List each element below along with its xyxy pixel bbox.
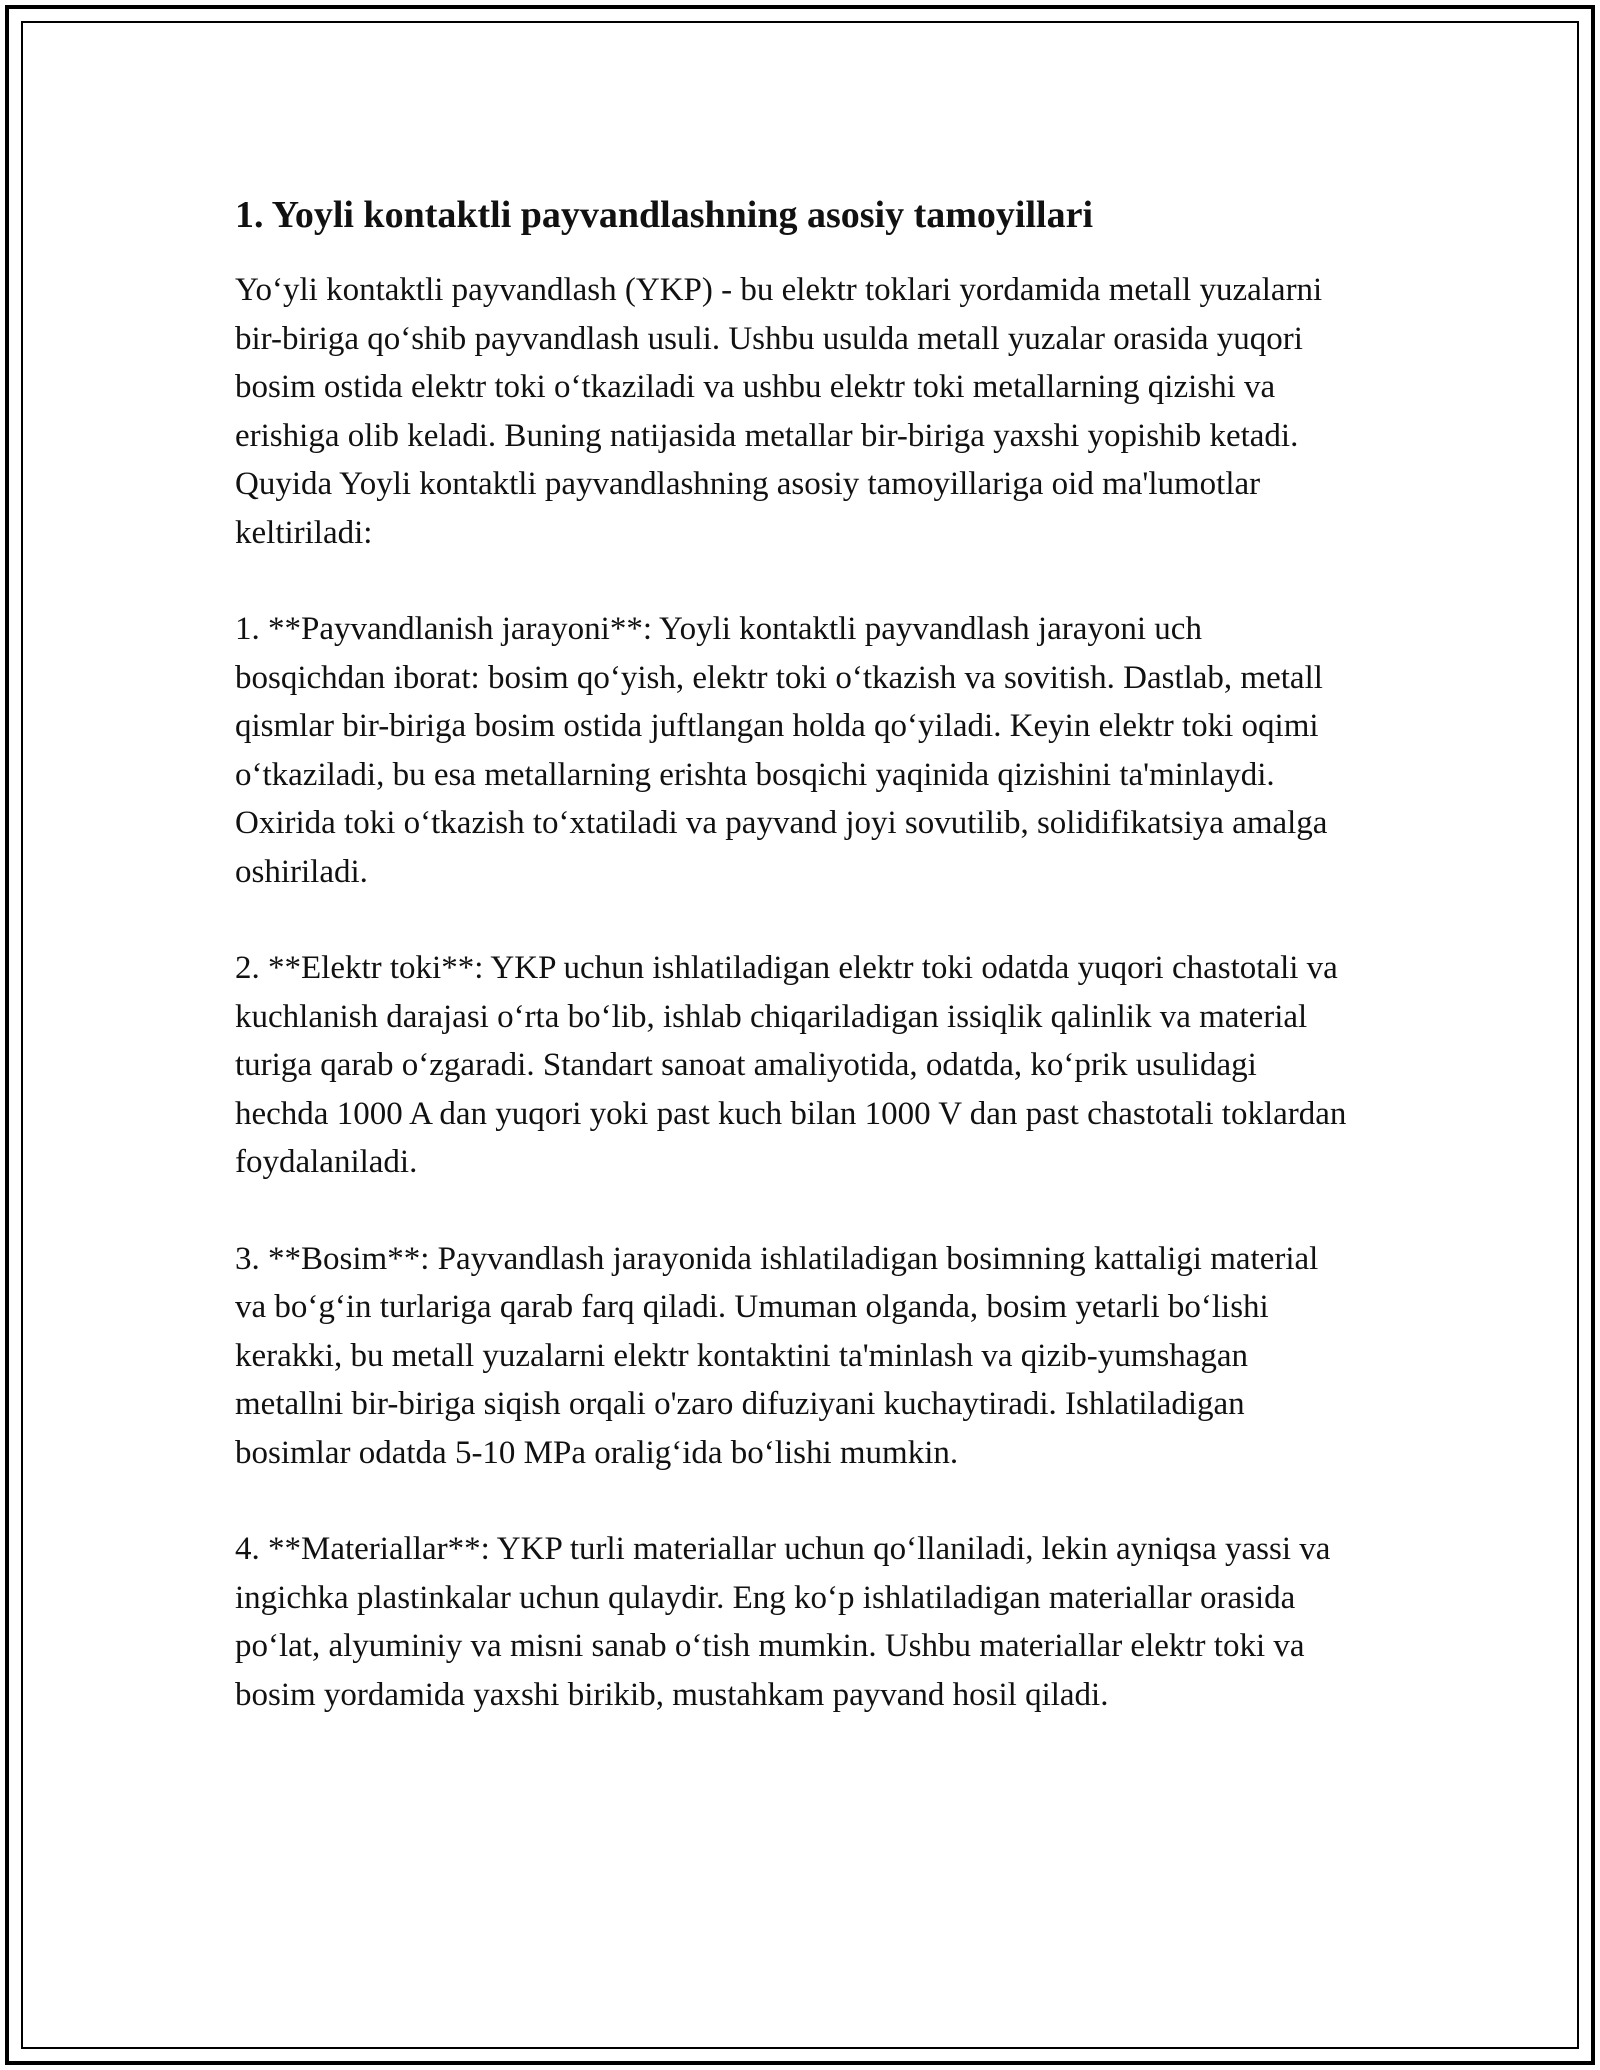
- paragraph-materials: 4. **Materiallar**: YKP turli materiallar uchun qo‘llaniladi, lekin ayniqsa yassi va ingichka plastinkalar uchun qulaydir. Eng ko‘p ishlatiladigan materiallar orasida po‘lat, alyuminiy va misni sanab o‘tish mumkin. Ushbu materiallar elektr toki va bosim yordamida yaxshi birikib, mustahkam payvand hosil qiladi.: [235, 1531, 1331, 1713]
- paragraph-pressure: 3. **Bosim**: Payvandlash jarayonida ishlatiladigan bosimning kattaligi material va bo‘g‘in turlariga qarab farq qiladi. Umuman olganda, bosim yetarli bo‘lishi kerakki, bu metall yuzalarni elektr kontaktini ta'minlash va qizib-yumshagan metallni bir-biriga siqish orqali o'zaro difuziyani kuchaytiradi. Ishlatiladigan bosimlar odatda 5-10 MPa oralig‘ida bo‘lishi mumkin.: [235, 1240, 1319, 1471]
- section-heading: 1. Yoyli kontaktli payvandlashning asosiy tamoyillari: [235, 194, 1094, 236]
- paragraph-electric-current: 2. **Elektr toki**: YKP uchun ishlatiladigan elektr toki odatda yuqori chastotali va kuchlanish darajasi o‘rta bo‘lib, ishlab chiqariladigan issiqlik qalinlik va material turiga qarab o‘zgaradi. Standart sanoat amaliyotida, odatda, ko‘prik usulidagi hechda 1000 A dan yuqori yoki past kuch bilan 1000 V dan past chastotali toklardan foydalaniladi.: [235, 950, 1347, 1180]
- document-body: [235, 190, 1355, 1767]
- intro-paragraph: Yo‘yli kontaktli payvandlash (YKP) - bu elektr toklari yordamida metall yuzalarni bir-biriga qo‘shib payvandlash usuli. Ushbu usulda metall yuzalar orasida yuqori bosim ostida elektr toki o‘tkaziladi va ushbu elektr toki metallarning qizishi va erishiga olib keladi. Buning natijasida metallar bir-biriga yaxshi yopishib ketadi. Quyida Yoyli kontaktli payvandlashning asosiy tamoyillariga oid ma'lumotlar keltiriladi:: [235, 272, 1323, 551]
- paragraph-welding-process: 1. **Payvandlanish jarayoni**: Yoyli kontaktli payvandlash jarayoni uch bosqichdan iborat: bosim qo‘yish, elektr toki o‘tkazish va sovitish. Dastlab, metall qismlar bir-biriga bosim ostida juftlangan holda qo‘yiladi. Keyin elektr toki oqimi o‘tkaziladi, bu esa metallarning erishta bosqichi yaqinida qizishini ta'minlaydi. Oxirida toki o‘tkazish to‘xtatiladi va payvand joyi sovutilib, solidifikatsiya amalga oshiriladi.: [235, 611, 1328, 890]
